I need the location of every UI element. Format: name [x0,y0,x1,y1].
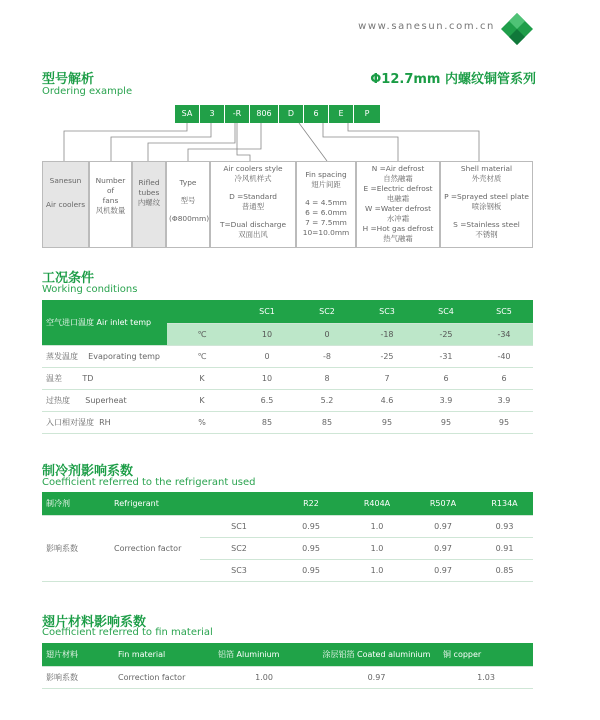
row-label-cn: 影响系数 [42,667,114,689]
website-url: www.sanesun.com.cn [358,21,495,32]
value-cell: 1.0 [344,560,410,582]
value-cell: 0.97 [410,560,476,582]
desc-line: 外壳材质 [471,174,502,183]
desc-line: of [106,186,115,195]
desc-line: 水冲霜 [386,214,410,223]
hdr-en: Fin material [114,643,214,667]
ordering-title-cn: 型号解析 [42,72,95,87]
code-segment: SA [175,105,200,123]
desc-line: S =Stainless steel [453,220,520,229]
sc-cell: SC2 [200,538,278,560]
value-cell: 0.95 [278,538,344,560]
desc-fans [89,161,132,248]
code-segment: D [279,105,304,123]
value-cell: 1.00 [214,667,314,689]
code-segment: -R [225,105,250,123]
hdr-cn: 翅片材料 [42,643,114,667]
ordering-title-en: Ordering example [42,86,133,97]
fin-title-en: Coefficient referred to fin material [42,627,213,638]
desc-line: 热气融霜 [383,234,413,243]
desc-line: 自然融霜 [383,174,413,183]
row-label-cn: 过热度 [46,396,70,405]
row-label-cn: 温差 [46,374,62,383]
desc-line: W =Water defrost [364,204,432,213]
desc-line: Air coolers [45,200,86,209]
desc-line: 不锈钢 [475,230,498,239]
column-header: R134A [476,492,533,516]
value-cell: -25 [357,346,417,368]
value-cell: 95 [357,412,417,434]
value-cell: 0.93 [476,516,533,538]
value-cell: 0 [237,346,297,368]
table-row [42,390,533,412]
table-row [42,667,533,689]
value-cell: 95 [417,412,475,434]
unit-cell: K [167,390,237,412]
row-label-en: Correction factor [114,667,214,689]
hdr-cn: 制冷剂 [42,492,110,516]
value-cell: 7 [357,368,417,390]
column-header: R404A [344,492,410,516]
column-header: R507A [410,492,476,516]
value-cell: 10 [237,324,297,346]
desc-line: D =Standard [229,192,277,201]
working-title-cn: 工况条件 [42,271,95,286]
code-segment: 806 [250,105,279,123]
value-cell: 0.95 [278,560,344,582]
desc-line: P =Sprayed steel plate [444,192,529,201]
desc-line: 普通型 [241,202,265,211]
desc-line: Sanesun [49,176,82,185]
row-label-cn: 影响系数 [42,516,110,582]
desc-line: Fin spacing [305,170,347,179]
value-cell: 85 [237,412,297,434]
sc-cell: SC1 [200,516,278,538]
connector-lines [0,0,600,170]
inlet-temp-label: 空气进口温度 Air inlet temp [42,300,167,346]
desc-line: 喷涂钢板 [471,202,502,211]
refrigerant-title-en: Coefficient referred to the refrigerant used [42,477,256,488]
desc-line: Rifled [138,178,160,187]
value-cell: 95 [475,412,533,434]
desc-line: tubes [138,188,160,197]
unit-cell: K [167,368,237,390]
desc-line: fans [102,196,119,205]
desc-line: (Φ800mm) [169,214,210,223]
column-header: 铜 copper [439,643,533,667]
value-cell: 1.0 [344,538,410,560]
desc-line: Type [179,178,197,187]
desc-line: 内螺纹 [137,198,161,207]
column-header: 涂层铝箔 Coated aluminium [314,643,439,667]
value-cell: -40 [475,346,533,368]
desc-line: 7 = 7.5mm [305,218,347,227]
desc-fin-spacing [296,161,356,248]
value-cell: 10 [237,368,297,390]
series-title: Φ12.7mm 内螺纹铜管系列 [370,72,536,87]
code-segment: E [329,105,354,123]
desc-style [210,161,296,248]
table-row [42,516,533,538]
code-segment: 3 [200,105,225,123]
desc-line: 风机数量 [95,206,126,215]
value-cell: 6 [417,368,475,390]
desc-line: 冷风机样式 [234,174,272,183]
unit-cell: ℃ [167,324,237,346]
value-cell: 1.03 [439,667,533,689]
value-cell: 0.95 [278,516,344,538]
column-header: SC4 [417,300,475,324]
desc-line: H =Hot gas defrost [362,224,434,233]
desc-tubes [132,161,166,248]
code-segment: P [354,105,381,123]
value-cell: 1.0 [344,516,410,538]
value-cell: 0.97 [314,667,439,689]
value-cell: -34 [475,324,533,346]
desc-shell [440,161,533,248]
fin-title-cn: 翅片材料影响系数 [42,615,147,630]
value-cell: 0.91 [476,538,533,560]
working-title-en: Working conditions [42,284,138,295]
unit-cell: ℃ [167,346,237,368]
value-cell: 0 [297,324,357,346]
row-label-en: Superheat [85,396,127,405]
value-cell: -18 [357,324,417,346]
desc-brand [42,161,89,248]
row-label-en: Correction factor [110,516,200,582]
column-header: 铝箔 Aluminium [214,643,314,667]
desc-defrost [356,161,440,248]
desc-line: 型号 [180,196,196,205]
row-label-cn: 蒸发温度 [46,352,78,361]
row-label-en: Evaporating temp [88,352,161,361]
value-cell: 0.85 [476,560,533,582]
desc-line: E =Electric defrost [363,184,433,193]
code-segment: 6 [304,105,329,123]
column-header: SC5 [475,300,533,324]
value-cell: 4.6 [357,390,417,412]
desc-line: 翅片间距 [311,180,341,189]
desc-type [166,161,210,248]
desc-line: 电融霜 [386,194,410,203]
fin-material-table [42,643,533,689]
value-cell: 8 [297,368,357,390]
desc-line: Number [95,176,126,185]
column-header: R22 [278,492,344,516]
desc-line: N =Air defrost [371,164,425,173]
value-cell: 0.97 [410,538,476,560]
unit-cell: % [167,412,237,434]
value-cell: -8 [297,346,357,368]
value-cell: 3.9 [417,390,475,412]
column-header: SC1 [237,300,297,324]
table-row [42,346,533,368]
desc-line: 双面出风 [238,230,268,239]
value-cell: 3.9 [475,390,533,412]
value-cell: 5.2 [297,390,357,412]
value-cell: -31 [417,346,475,368]
desc-line: 6 = 6.0mm [305,208,347,217]
value-cell: 6 [475,368,533,390]
value-cell: 85 [297,412,357,434]
desc-line: 10=10.0mm [302,228,350,237]
refrigerant-title-cn: 制冷剂影响系数 [42,464,134,479]
hdr-en: Refrigerant [110,492,200,516]
column-header: SC2 [297,300,357,324]
desc-line: Shell material [460,164,513,173]
desc-line: Air coolers style [223,164,283,173]
refrigerant-table [42,492,533,582]
table-row [42,412,533,434]
sc-cell: SC3 [200,560,278,582]
row-label-en: TD [82,374,94,383]
value-cell: 6.5 [237,390,297,412]
value-cell: 0.97 [410,516,476,538]
row-label-cn: 入口相对湿度 [46,418,94,427]
row-label-en: RH [99,418,111,427]
column-header: SC3 [357,300,417,324]
working-conditions-table [42,300,533,434]
value-cell: -25 [417,324,475,346]
desc-line: 4 = 4.5mm [305,198,347,207]
desc-line: T=Dual discharge [219,220,287,229]
table-row [42,368,533,390]
